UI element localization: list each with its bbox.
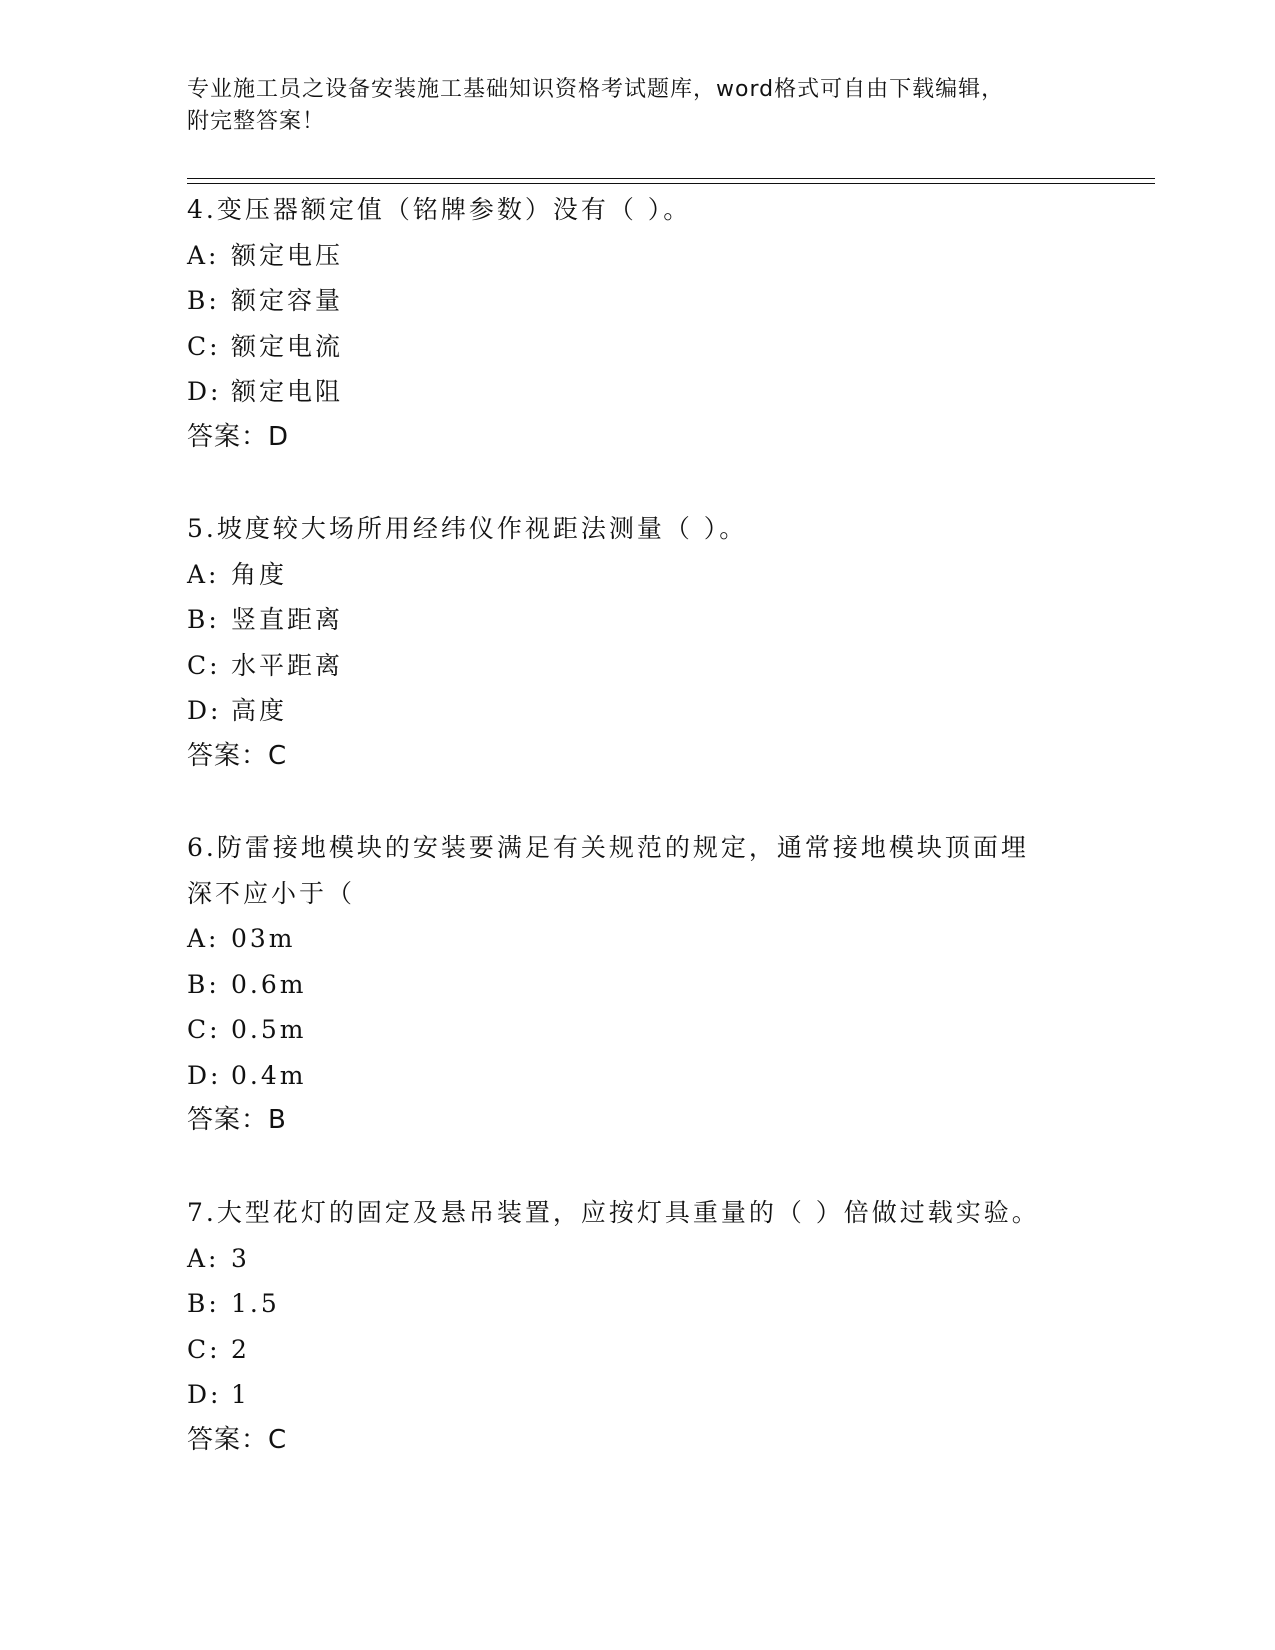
option-c [187, 324, 1087, 370]
header-divider-bottom [187, 183, 1155, 184]
option-key: D: [187, 696, 222, 725]
header-line-1: 专业施工员之设备安装施工基础知识资格考试题库，word格式可自由下载编辑， [187, 77, 1005, 102]
option-key: A: [187, 559, 220, 589]
question-block [187, 1190, 1087, 1463]
option-d [187, 1372, 1087, 1418]
option-b [187, 962, 1087, 1008]
option-text: 1.5 [231, 1289, 280, 1318]
document-header [187, 74, 1087, 138]
answer-line: 答案：D [187, 421, 290, 452]
option-text: 角度 [231, 559, 288, 589]
option-d [187, 688, 1087, 734]
header-divider-top [187, 178, 1155, 179]
answer-line: 答案：C [187, 740, 288, 771]
question-stem: 7.大型花灯的固定及悬吊装置，应按灯具重量的（ ）倍做过载实验。 [187, 1198, 1040, 1227]
option-key: B: [187, 286, 220, 315]
option-key: C: [187, 1015, 221, 1044]
question-stem: 4.变压器额定值（铭牌参数）没有（ ）。 [187, 195, 692, 224]
option-c [187, 1327, 1087, 1373]
question-stem: 6.防雷接地模块的安装要满足有关规范的规定，通常接地模块顶面埋 [187, 833, 1029, 862]
option-key: B: [187, 969, 220, 999]
option-d [187, 1053, 1087, 1099]
option-key: D: [187, 1060, 222, 1090]
answer-line: 答案：C [187, 1424, 288, 1455]
option-key: D: [187, 377, 222, 406]
option-c [187, 1007, 1087, 1053]
option-text: 额定电阻 [231, 377, 344, 406]
option-key: B: [187, 605, 220, 634]
option-a [187, 916, 1087, 962]
option-a [187, 1236, 1087, 1282]
option-key: D: [187, 1380, 222, 1409]
option-text: 03m [231, 924, 296, 953]
option-text: 1 [231, 1380, 250, 1409]
option-text: 额定电流 [231, 331, 344, 361]
option-a [187, 552, 1087, 598]
header-line-2: 附完整答案！ [187, 109, 326, 134]
option-key: B: [187, 1289, 220, 1318]
question-block [187, 506, 1087, 779]
option-key: C: [187, 650, 221, 680]
option-text: 竖直距离 [231, 605, 344, 634]
option-text: 额定电压 [231, 240, 344, 270]
option-text: 水平距离 [231, 650, 344, 680]
option-text: 0.5m [231, 1015, 307, 1044]
option-key: C: [187, 1334, 221, 1364]
option-b [187, 278, 1087, 324]
question-stem-continued: 深不应小于（ [187, 878, 356, 908]
question-block [187, 187, 1087, 460]
option-b [187, 1281, 1087, 1327]
option-a [187, 233, 1087, 279]
question-stem: 5.坡度较大场所用经纬仪作视距法测量（ ）。 [187, 514, 748, 543]
option-key: A: [187, 240, 220, 270]
option-d [187, 369, 1087, 415]
option-text: 3 [231, 1243, 250, 1273]
option-text: 0.4m [231, 1060, 307, 1090]
option-text: 高度 [231, 696, 288, 725]
answer-line: 答案：B [187, 1105, 287, 1135]
option-key: C: [187, 331, 221, 361]
question-block [187, 825, 1087, 1144]
option-text: 0.6m [231, 969, 307, 999]
option-text: 2 [231, 1334, 250, 1364]
option-key: A: [187, 924, 220, 953]
option-b [187, 597, 1087, 643]
option-text: 额定容量 [231, 286, 344, 315]
option-c [187, 643, 1087, 689]
option-key: A: [187, 1243, 220, 1273]
